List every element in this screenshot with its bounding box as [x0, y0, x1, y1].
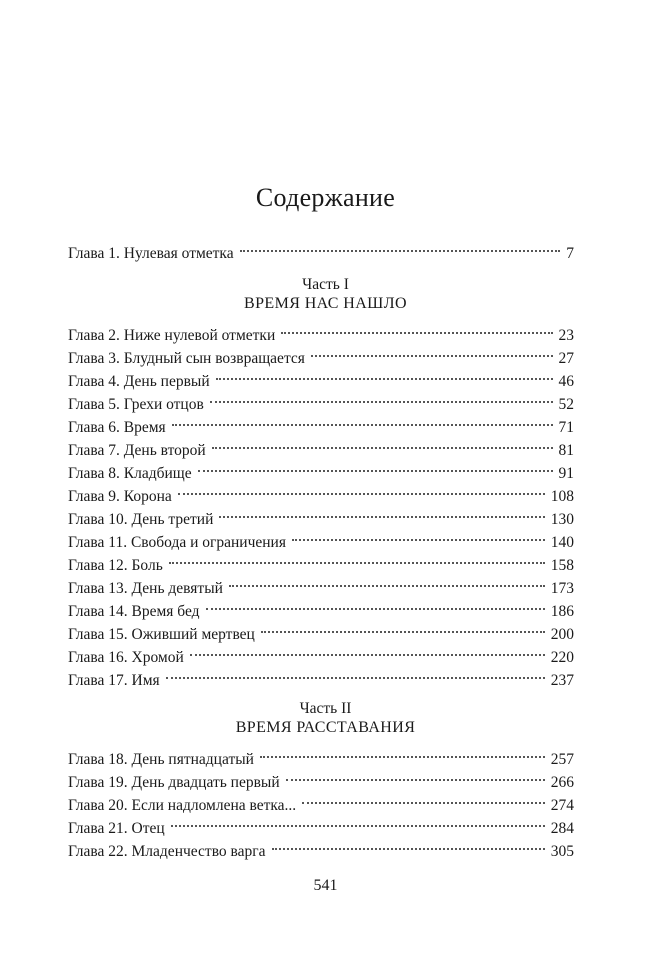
chapter-title: Глава 7. День второй [68, 442, 206, 459]
chapter-title: Глава 8. Кладбище [68, 465, 192, 482]
chapter-title: Глава 15. Оживший мертвец [68, 626, 255, 643]
chapter-page: 52 [558, 396, 574, 413]
dot-leader [190, 632, 545, 656]
dot-leader [198, 448, 553, 472]
chapter-page: 23 [558, 327, 574, 344]
part-title: ВРЕМЯ НАС НАШЛО [244, 295, 407, 312]
dot-leader [210, 379, 553, 403]
dot-leader [172, 402, 553, 426]
chapter-page: 257 [550, 751, 574, 768]
chapter-title: Глава 22. Младенчество варга [68, 843, 266, 860]
chapter-title: Глава 6. Время [68, 419, 166, 436]
chapter-page: 266 [550, 774, 574, 791]
chapter-page: 158 [550, 557, 574, 574]
chapter-title: Глава 21. Отец [68, 820, 165, 837]
chapter-title: Глава 9. Корона [68, 488, 172, 505]
chapter-title: Глава 13. День девятый [68, 580, 223, 597]
dot-leader [302, 780, 545, 804]
chapter-page: 200 [550, 626, 574, 643]
chapter-title: Глава 12. Боль [68, 557, 163, 574]
toc-entry [68, 661, 574, 689]
chapter-page: 71 [558, 419, 574, 436]
chapter-title: Глава 5. Грехи отцов [68, 396, 204, 413]
dot-leader [206, 586, 545, 610]
dot-leader [272, 826, 545, 850]
dot-leader [292, 517, 545, 541]
chapter-title: Глава 20. Если надломлена ветка... [68, 797, 297, 814]
dot-leader [166, 655, 545, 679]
dot-leader [216, 356, 553, 380]
chapter-page: 274 [550, 797, 574, 814]
chapter-page: 81 [558, 442, 574, 459]
dot-leader [212, 425, 553, 449]
toc-entry [68, 832, 574, 860]
chapter-title: Глава 1. Нулевая отметка [68, 245, 234, 262]
chapter-page: 27 [558, 350, 574, 367]
chapter-page: 305 [550, 843, 574, 860]
dot-leader [171, 803, 545, 827]
dot-leader [261, 609, 545, 633]
dot-leader [229, 563, 545, 587]
chapter-title: Глава 14. Время бед [68, 603, 200, 620]
part-heading: Часть II [299, 700, 352, 717]
chapter-page: 108 [550, 488, 574, 505]
chapter-page: 46 [558, 373, 574, 390]
chapter-title: Глава 18. День пятнадцатый [68, 751, 254, 768]
part-heading: Часть I [302, 276, 349, 293]
chapter-title: Глава 4. День первый [68, 373, 210, 390]
chapter-title: Глава 10. День третий [68, 511, 214, 528]
chapter-title: Глава 16. Хромой [68, 649, 184, 666]
chapter-title: Глава 3. Блудный сын возвращается [68, 350, 305, 367]
chapter-page: 220 [550, 649, 574, 666]
dot-leader [311, 333, 553, 357]
part-title: ВРЕМЯ РАССТАВАНИЯ [235, 719, 416, 736]
chapter-page: 7 [566, 245, 574, 262]
chapter-page: 237 [550, 672, 574, 689]
chapter-page: 173 [550, 580, 574, 597]
chapter-title: Глава 11. Свобода и ограничения [68, 534, 286, 551]
dot-leader [178, 471, 545, 495]
chapter-page: 130 [550, 511, 574, 528]
page-title: Содержание [255, 183, 396, 212]
dot-leader [240, 228, 561, 252]
chapter-page: 186 [550, 603, 574, 620]
chapter-page: 284 [550, 820, 574, 837]
dot-leader [169, 540, 545, 564]
chapter-title: Глава 2. Ниже нулевой отметки [68, 327, 276, 344]
dot-leader [286, 757, 545, 781]
dot-leader [219, 494, 544, 518]
chapter-title: Глава 19. День двадцать первый [68, 774, 280, 791]
chapter-page: 140 [550, 534, 574, 551]
toc-entry [68, 234, 574, 262]
chapter-title: Глава 17. Имя [68, 672, 160, 689]
chapter-page: 91 [558, 465, 574, 482]
page-number: 541 [313, 877, 338, 894]
